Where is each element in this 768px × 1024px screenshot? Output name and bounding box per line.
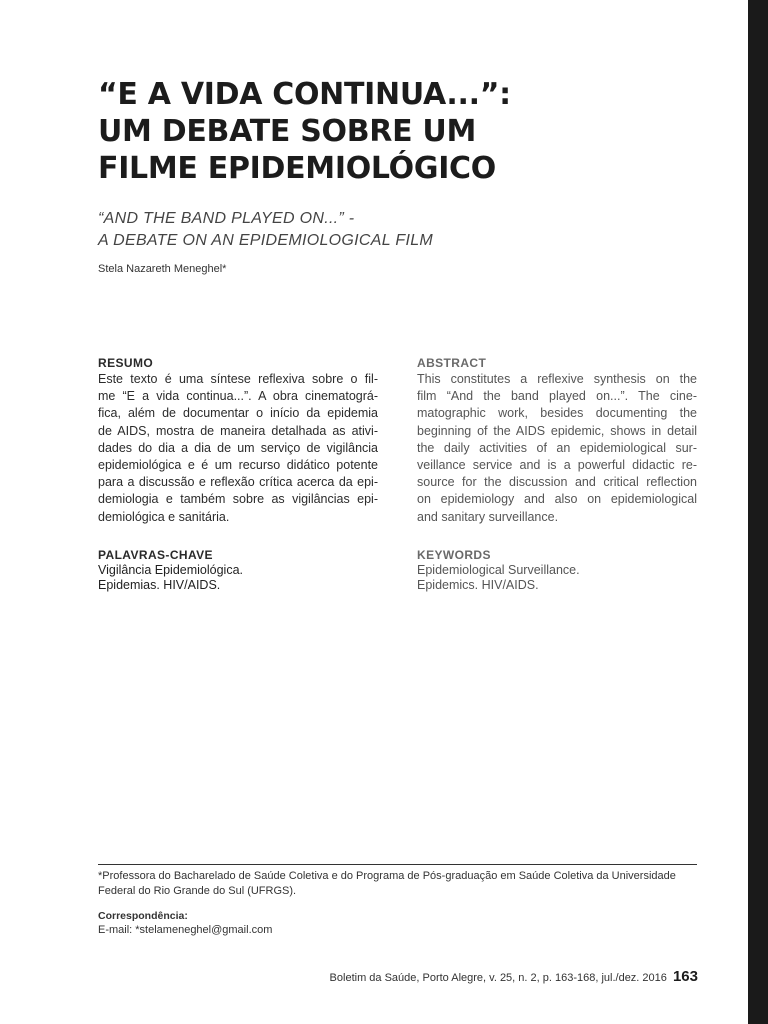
author-footnote bbox=[98, 869, 698, 899]
correspondence-label: Correspondência: bbox=[98, 910, 188, 922]
abstract-line: beginning of the AIDS epidemic, shows in detail bbox=[417, 423, 697, 438]
resumo-line: me “E a vida continua...”. A obra cinematográ- bbox=[98, 389, 378, 404]
footnote-line: *Professora do Bacharelado de Saúde Coletiva e do Programa de Pós-graduação em Saúde Coletiva da Universidade bbox=[98, 870, 676, 882]
abstract-line: This constitutes a reflexive synthesis on the bbox=[417, 372, 697, 386]
journal-citation: Boletim da Saúde, Porto Alegre, v. 25, n. 2, p. 163-168, jul./dez. 2016 bbox=[329, 972, 667, 984]
resumo-line: demiologia e também sobre as vigilâncias epi- bbox=[98, 492, 378, 507]
palavras-chave-heading: PALAVRAS-CHAVE bbox=[98, 547, 213, 562]
footnote-divider bbox=[98, 864, 697, 865]
running-footer bbox=[300, 968, 698, 985]
resumo-line: fica, além de documentar o início da epidemia bbox=[98, 406, 378, 421]
abstract-line: the daily activities of an epidemiological sur- bbox=[417, 440, 697, 455]
author-name: Stela Nazareth Meneghel* bbox=[98, 263, 227, 275]
footnote-line: Federal do Rio Grande do Sul (UFRGS). bbox=[98, 885, 297, 897]
resumo-heading: RESUMO bbox=[98, 356, 154, 370]
abstract-line: veillance service and is a powerful didactic re- bbox=[417, 458, 697, 473]
abstract-line: on epidemiology and also on epidemiological bbox=[417, 492, 697, 507]
keyword-line: Epidemias. HIV/AIDS. bbox=[98, 577, 221, 592]
article-title bbox=[98, 76, 698, 187]
page-number: 163 bbox=[672, 968, 698, 985]
palavras-chave-block bbox=[98, 547, 378, 593]
keyword-line: Vigilância Epidemiológica. bbox=[98, 562, 243, 577]
subtitle-line: A DEBATE ON AN EPIDEMIOLOGICAL FILM bbox=[98, 232, 434, 249]
title-line: FILME EPIDEMIOLÓGICO bbox=[98, 151, 496, 186]
keyword-line: Epidemiological Surveillance. bbox=[417, 562, 580, 577]
abstract-line: and sanitary surveillance. bbox=[417, 509, 559, 524]
abstract-section bbox=[417, 355, 697, 593]
keywords-heading: KEYWORDS bbox=[417, 547, 491, 562]
keywords-block bbox=[417, 547, 697, 593]
keyword-line: Epidemics. HIV/AIDS. bbox=[417, 577, 539, 592]
resumo-text bbox=[98, 371, 378, 526]
resumo-line: Este texto é uma síntese reflexiva sobre o fil- bbox=[98, 372, 378, 386]
resumo-section bbox=[98, 355, 378, 593]
correspondence-email: E-mail: *stelameneghel@gmail.com bbox=[98, 924, 273, 936]
article-subtitle bbox=[98, 208, 698, 252]
subtitle-line: “AND THE BAND PLAYED ON...” - bbox=[98, 210, 355, 227]
abstract-line: matographic work, besides documenting the bbox=[417, 406, 697, 421]
resumo-line: dades do dia a dia de um serviço de vigilância bbox=[98, 440, 378, 455]
resumo-line: de AIDS, mostra de maneira detalhada as ativi- bbox=[98, 423, 378, 438]
title-line: “E A VIDA CONTINUA...”: bbox=[98, 77, 511, 112]
abstract-line: source for the discussion and critical reflection bbox=[417, 475, 697, 490]
abstract-text bbox=[417, 371, 697, 526]
resumo-line: epidemiológica e é um recurso didático potente bbox=[98, 458, 378, 473]
abstract-heading: ABSTRACT bbox=[417, 356, 487, 370]
resumo-line: demiológica e sanitária. bbox=[98, 509, 230, 524]
abstract-line: film “And the band played on...”. The cine- bbox=[417, 389, 697, 404]
title-line: UM DEBATE SOBRE UM bbox=[98, 114, 477, 149]
resumo-line: para a discussão e reflexão crítica acerca da epi- bbox=[98, 475, 378, 490]
page-edge-bar bbox=[748, 0, 768, 1024]
